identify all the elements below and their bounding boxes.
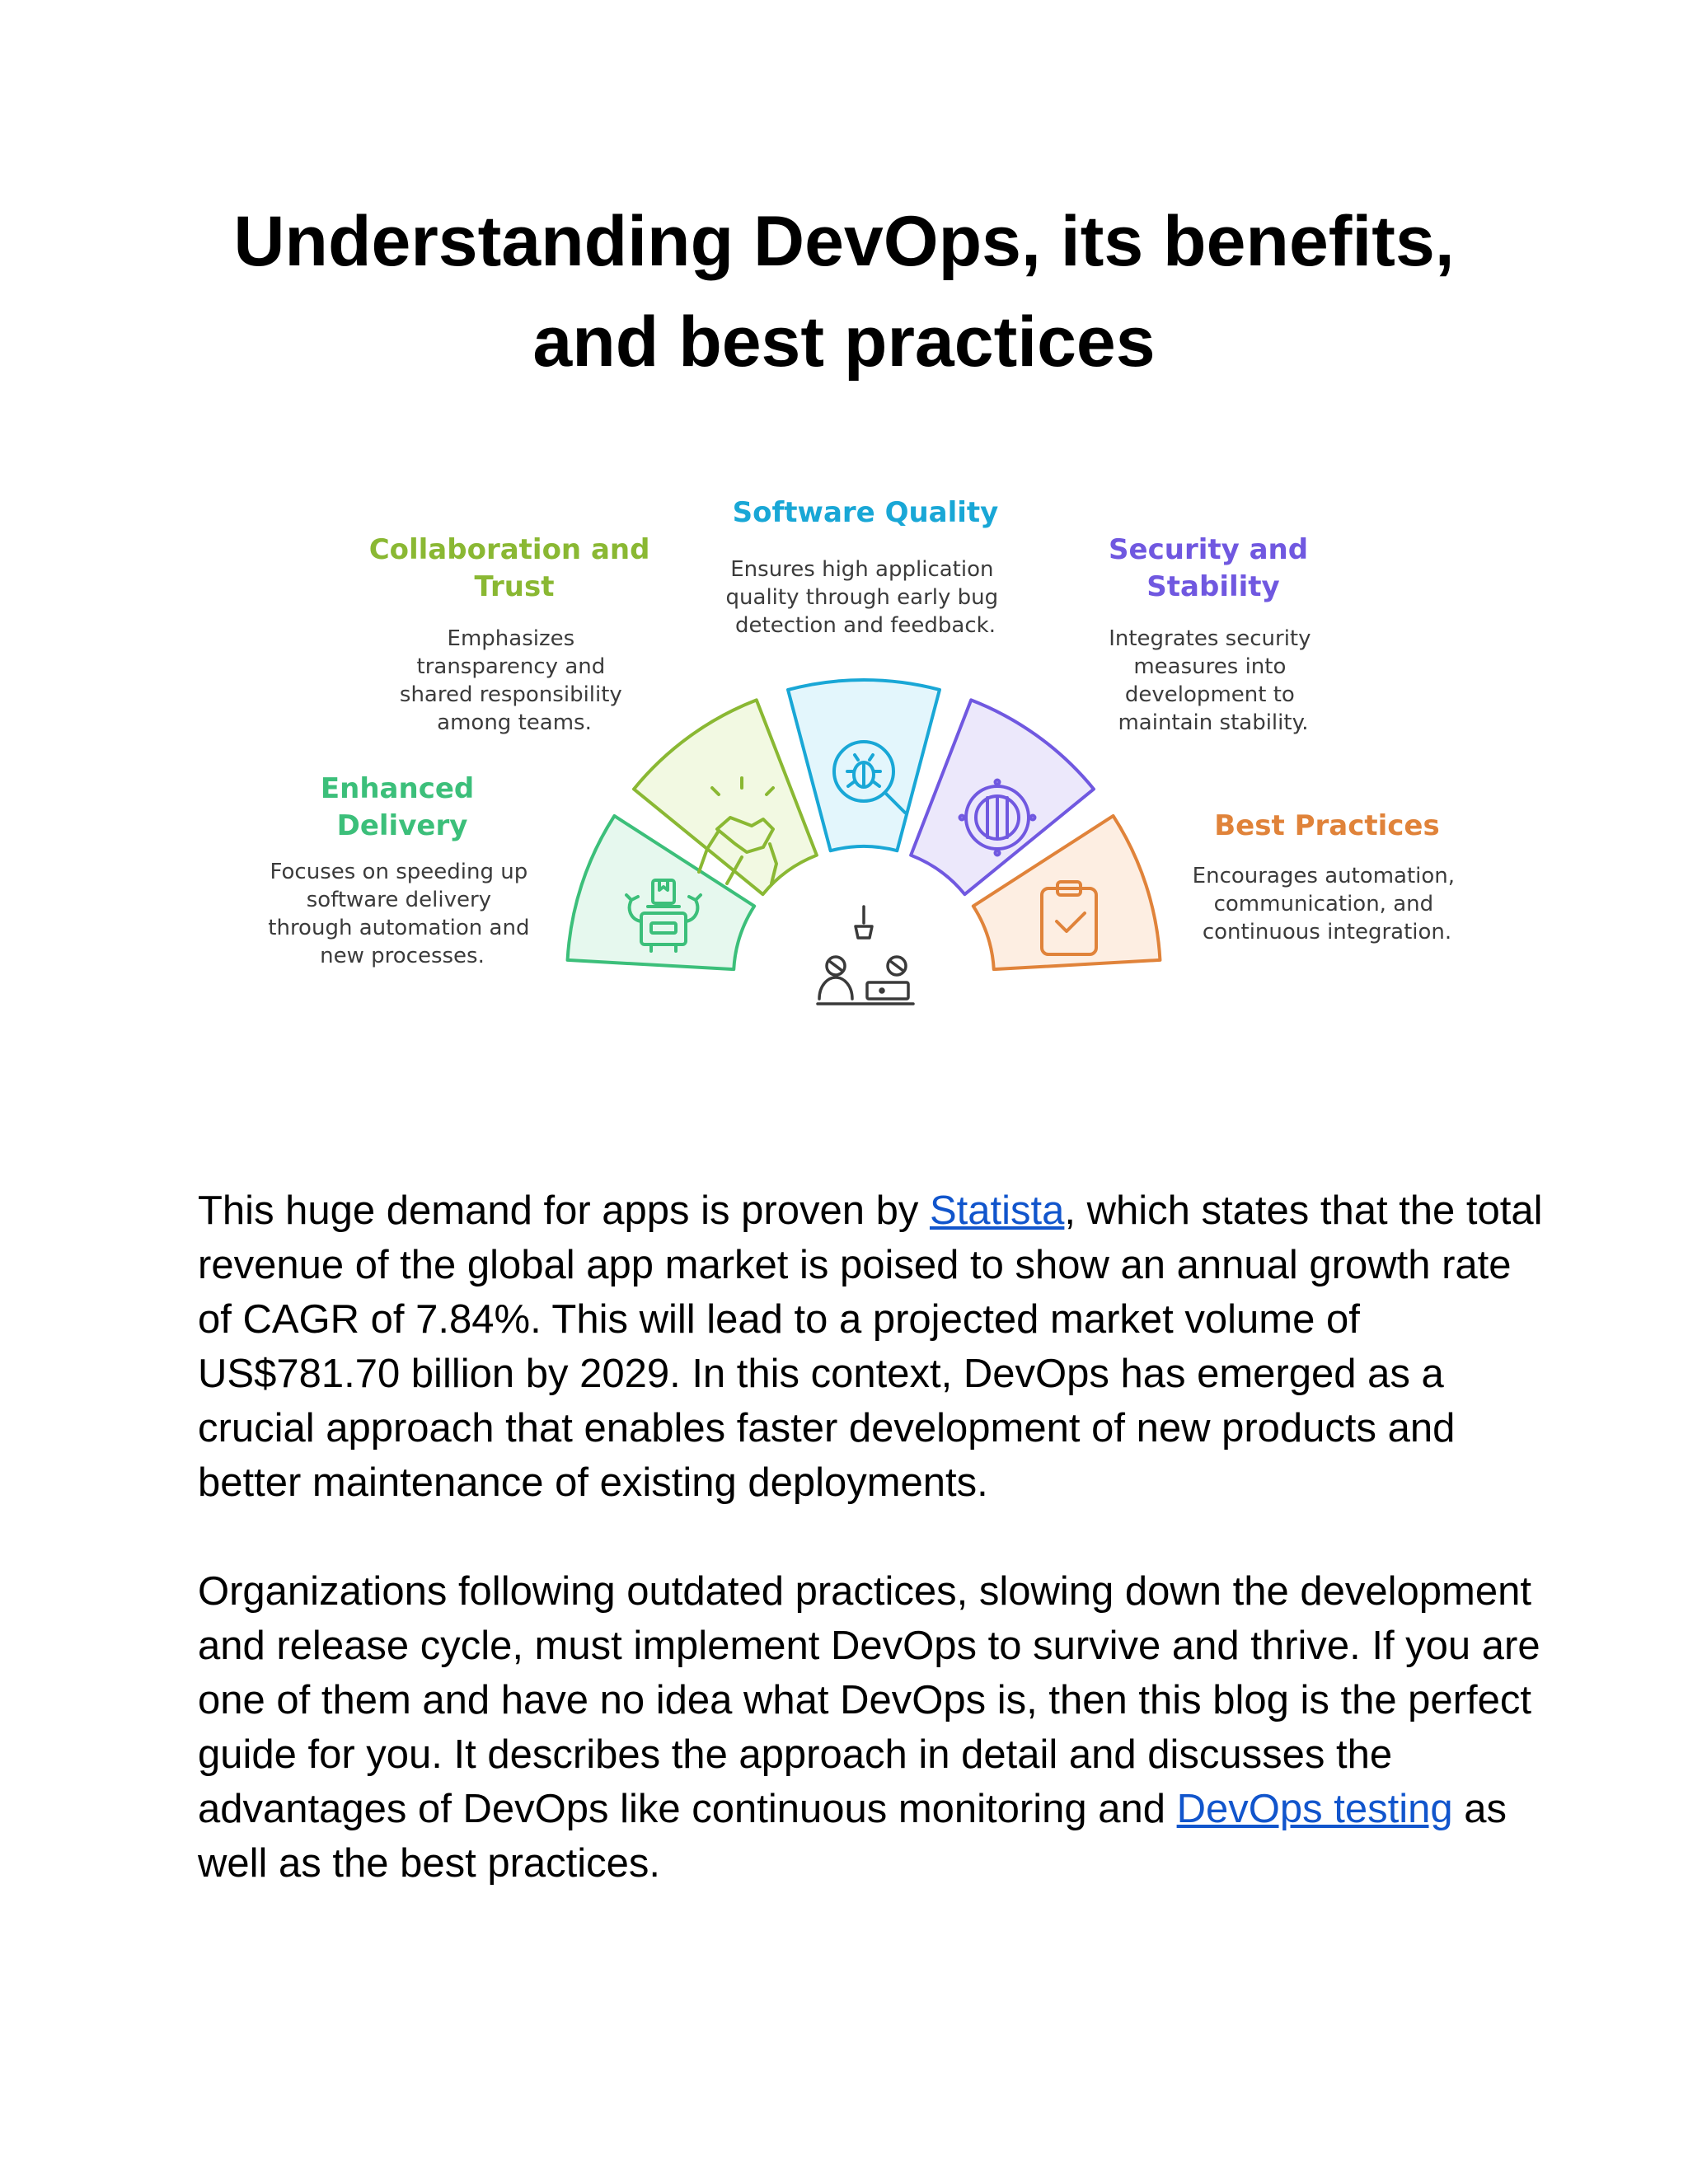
segment-label-collaboration-trust	[369, 533, 660, 735]
segment-description-line: transparency and	[416, 654, 606, 679]
segment-description-line: development to	[1124, 682, 1295, 707]
svg-text:Software Quality	[733, 496, 999, 529]
segment-title-line: Best Practices	[1214, 809, 1440, 842]
segment-description-line: maintain stability.	[1118, 710, 1309, 735]
segment-description-line: continuous integration.	[1202, 920, 1452, 944]
paragraph-text: as well as the best practices.	[198, 1787, 1507, 1886]
svg-text:Focuses on speeding up s	[268, 860, 536, 968]
paragraph-text: Organizations following outdated practices, slowing down the development and release cycle, must implement DevOps to survive and thrive. If you are one of them and have no idea what DevOps is, then this blog is the perfect guide for you. It describes the approach in detail and discusses the advantages of DevOps like continuous monitoring and	[198, 1569, 1540, 1831]
segment-description-line: through automation and	[268, 916, 530, 940]
page-title-line-2: and best practices	[532, 302, 1156, 382]
segment-description-line: Ensures high application	[730, 557, 994, 582]
segment-description-line: Encourages automation,	[1192, 864, 1456, 888]
paragraph-text: , which states that the total revenue of the global app market is poised to show an annual growth rate of CAGR of 7.84%. This will lead to a projected market volume of US$781.70 billion by 2029. In this context, DevOps has emerged as a crucial approach that enables faster development of new products and better maintenance of existing deployments.	[198, 1188, 1543, 1505]
segment-title-line: Enhanced	[320, 772, 475, 805]
svg-text:Ensures high application	[726, 557, 1006, 638]
segment-label-software-quality	[726, 496, 1006, 638]
svg-text:Integrates security meas	[1109, 626, 1318, 735]
svg-text:Collaboration and Trust	[369, 533, 660, 603]
paragraph-statista	[198, 1183, 1550, 1510]
segment-description-line: measures into	[1133, 654, 1287, 679]
svg-text:Best Practices	[1214, 809, 1439, 842]
segment-title-line: Trust	[474, 570, 555, 603]
segment-label-enhanced-delivery	[268, 772, 536, 968]
segment-title-line: Software Quality	[732, 496, 999, 529]
statista-link[interactable]: Statista	[929, 1188, 1065, 1233]
svg-text:Emphasizes transparency	[400, 626, 629, 735]
svg-text:Security and Stability	[1109, 533, 1318, 603]
segment-description-line: Focuses on speeding up	[270, 860, 528, 884]
segment-title-line: Stability	[1146, 570, 1280, 603]
segment-description-line: among teams.	[437, 710, 592, 735]
segment-description-line: Emphasizes	[447, 626, 575, 651]
team-meeting-icon	[818, 907, 913, 1004]
segment-description-line: Integrates security	[1109, 626, 1311, 651]
segment-description-line: communication, and	[1213, 892, 1434, 916]
segment-title-line: Delivery	[336, 809, 468, 842]
segment-description-line: shared responsibility	[399, 682, 622, 707]
paragraph-organizations	[198, 1564, 1550, 1891]
segment-description-line: detection and feedback.	[735, 613, 996, 638]
segment-description-line: quality through early bug	[725, 585, 999, 610]
segment-description-line: new processes.	[320, 944, 485, 968]
page-title-line-1: Understanding DevOps, its benefits,	[233, 202, 1455, 281]
segment-title-line: Collaboration and	[368, 533, 650, 566]
svg-text:Enhanced Delivery	[321, 772, 484, 842]
devops-testing-link[interactable]: DevOps testing	[1176, 1787, 1453, 1831]
segment-label-best-practices	[1193, 809, 1462, 944]
svg-text:Encourages automation, c	[1193, 864, 1462, 944]
segment-title-line: Security and	[1109, 533, 1309, 566]
paragraph-text: This huge demand for apps is proven by	[198, 1188, 930, 1233]
segment-description-line: software delivery	[306, 888, 492, 912]
segment-label-security-stability	[1109, 533, 1318, 735]
devops-infographic	[0, 0, 1688, 1088]
